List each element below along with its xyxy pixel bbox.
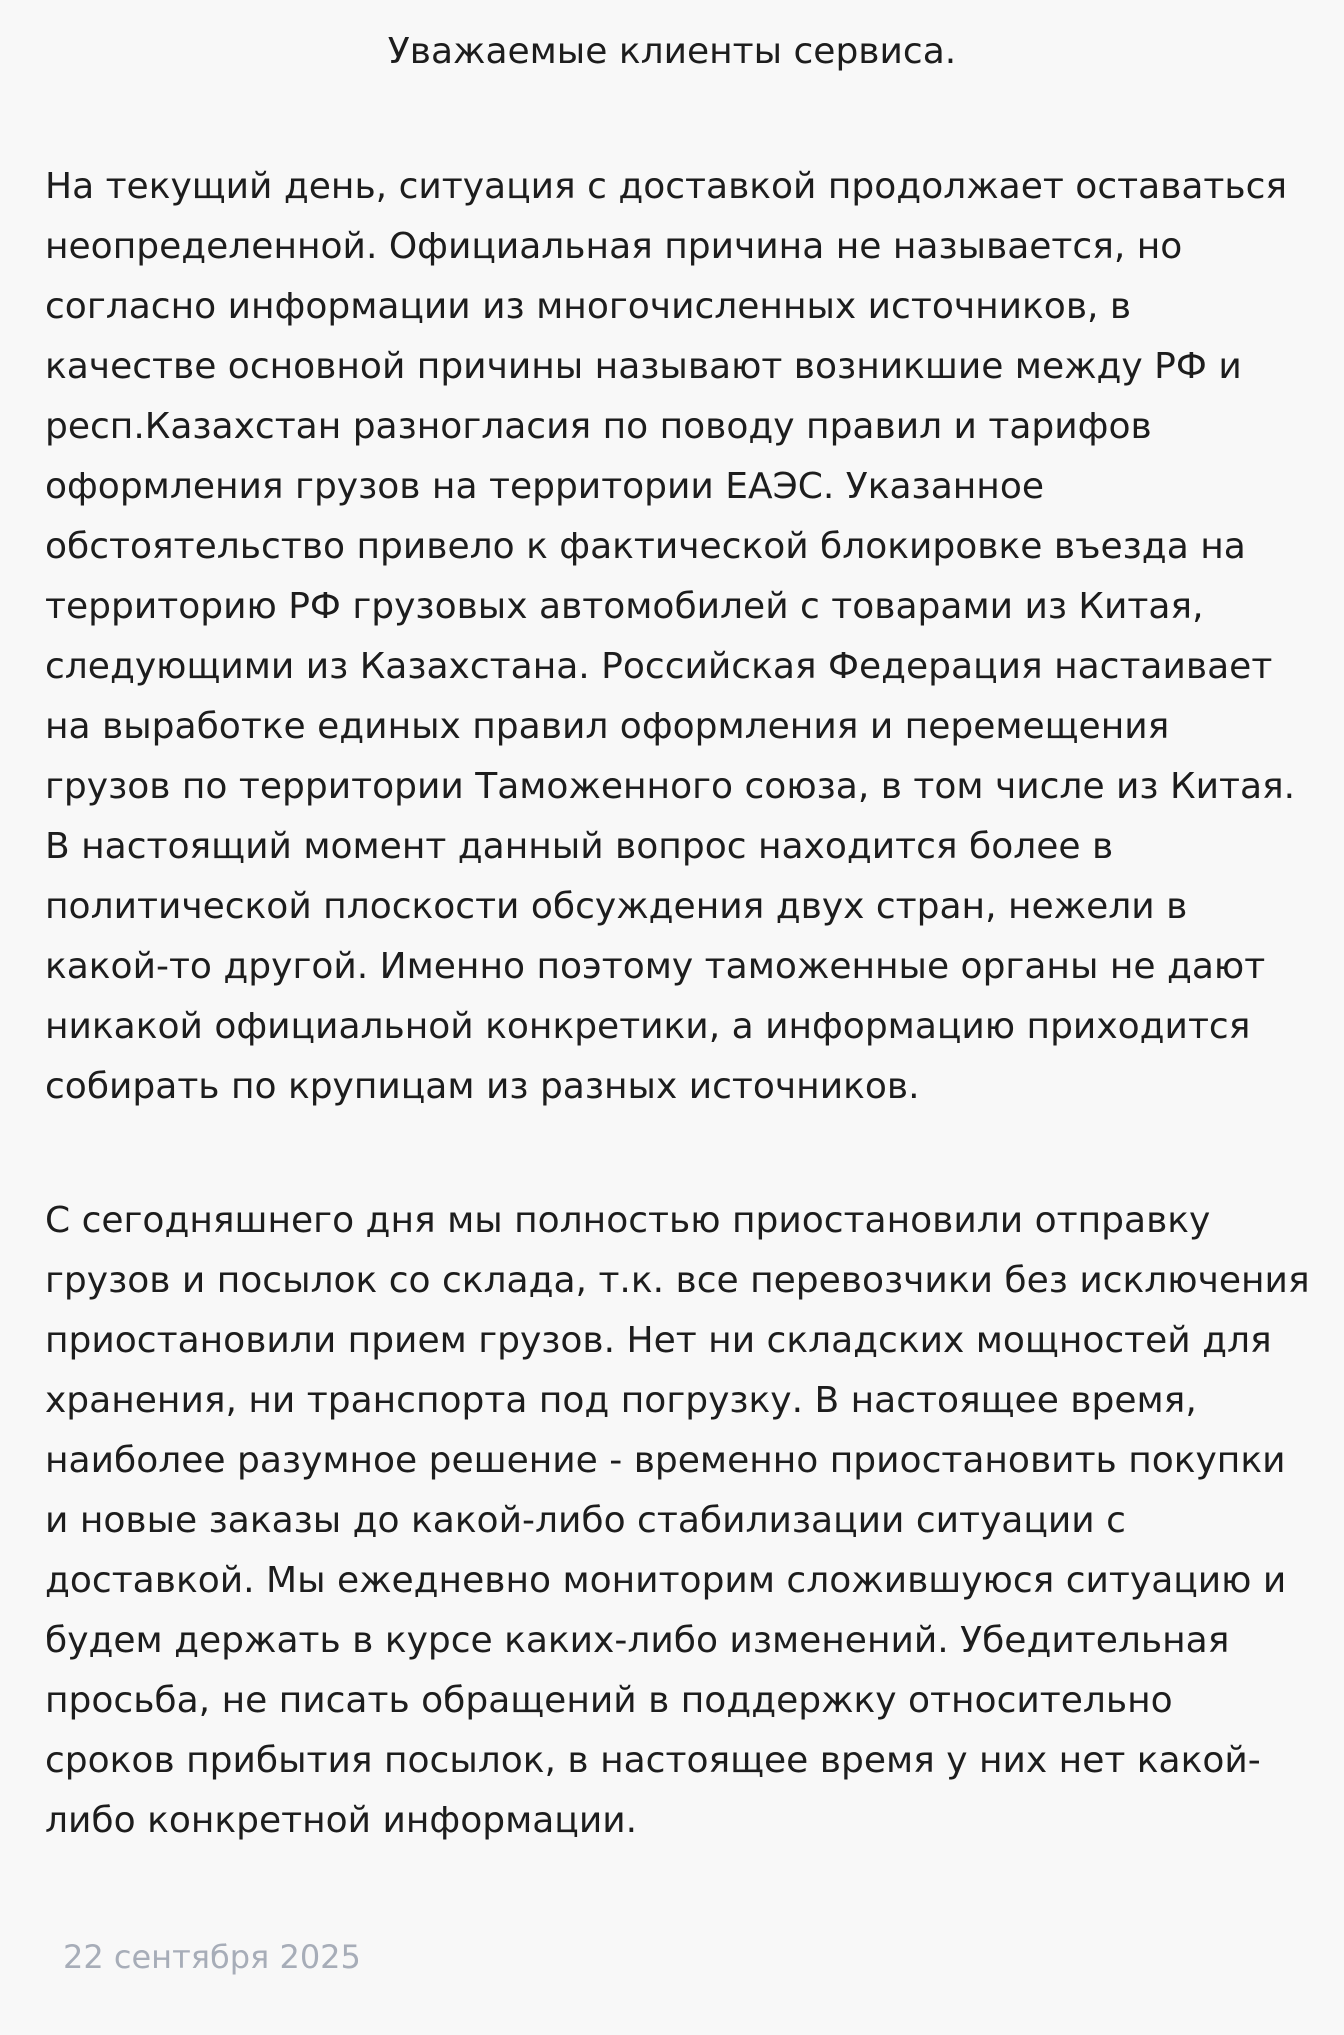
notice-paragraph-line: собирать по крупицам из разных источников. (45, 1066, 920, 1107)
notice-paragraph-line: грузов и посылок со склада, т.к. все перевозчики без исключения (45, 1260, 1310, 1301)
notice-paragraph-line: наиболее разумное решение - временно приостановить покупки (45, 1440, 1286, 1481)
notice-paragraph-line: С сегодняшнего дня мы полностью приостановили отправку (45, 1200, 1211, 1241)
notice-paragraph-line: В настоящий момент данный вопрос находится более в (45, 826, 1114, 867)
notice-paragraph-line: сроков прибытия посылок, в настоящее время у них нет какой- (45, 1740, 1261, 1781)
notice-paragraph-line: и новые заказы до какой-либо стабилизации ситуации с (45, 1500, 1126, 1541)
notice-paragraph-line: на выработке единых правил оформления и перемещения (45, 706, 1170, 747)
notice-paragraph-line: политической плоскости обсуждения двух стран, нежели в (45, 886, 1188, 927)
notice-paragraph-line: либо конкретной информации. (45, 1800, 638, 1841)
publish-date: 22 сентября 2025 (63, 1938, 361, 1976)
notice-paragraph-line: доставкой. Мы ежедневно мониторим сложившуюся ситуацию и (45, 1560, 1287, 1601)
notice-paragraph-line: хранения, ни транспорта под погрузку. В настоящее время, (45, 1380, 1197, 1421)
notice-title: Уважаемые клиенты сервиса. (387, 31, 957, 72)
notice-paragraph-line: территорию РФ грузовых автомобилей с товарами из Китая, (45, 586, 1204, 627)
notice-paragraph-line: приостановили прием грузов. Нет ни складских мощностей для (45, 1320, 1272, 1361)
notice-paragraph-line: какой-то другой. Именно поэтому таможенные органы не дают (45, 946, 1266, 987)
notice-paragraph-line: следующими из Казахстана. Российская Федерация настаивает (45, 646, 1273, 687)
notice-paragraph-line: согласно информации из многочисленных источников, в (45, 286, 1132, 327)
notice-paragraph-line: грузов по территории Таможенного союза, в том числе из Китая. (45, 766, 1296, 807)
notice-paragraph-line: оформления грузов на территории ЕАЭС. Указанное (45, 466, 1044, 507)
notice-paragraph-line: качестве основной причины называют возникшие между РФ и (45, 346, 1242, 387)
notice-paragraph-line: просьба, не писать обращений в поддержку относительно (45, 1680, 1173, 1721)
notice-paragraph-line: обстоятельство привело к фактической блокировке въезда на (45, 526, 1246, 567)
notice-paragraph-2 (45, 1191, 1315, 1851)
notice-paragraph-line: На текущий день, ситуация с доставкой продолжает оставаться (45, 166, 1288, 207)
notice-paragraph-line: будем держать в курсе каких-либо изменений. Убедительная (45, 1620, 1230, 1661)
notice-paragraph-line: респ.Казахстан разногласия по поводу правил и тарифов (45, 406, 1152, 447)
notice-paragraph-line: никакой официальной конкретики, а информацию приходится (45, 1006, 1251, 1047)
notice-paragraph-1 (45, 157, 1315, 1117)
notice-paragraph-line: неопределенной. Официальная причина не называется, но (45, 226, 1183, 267)
